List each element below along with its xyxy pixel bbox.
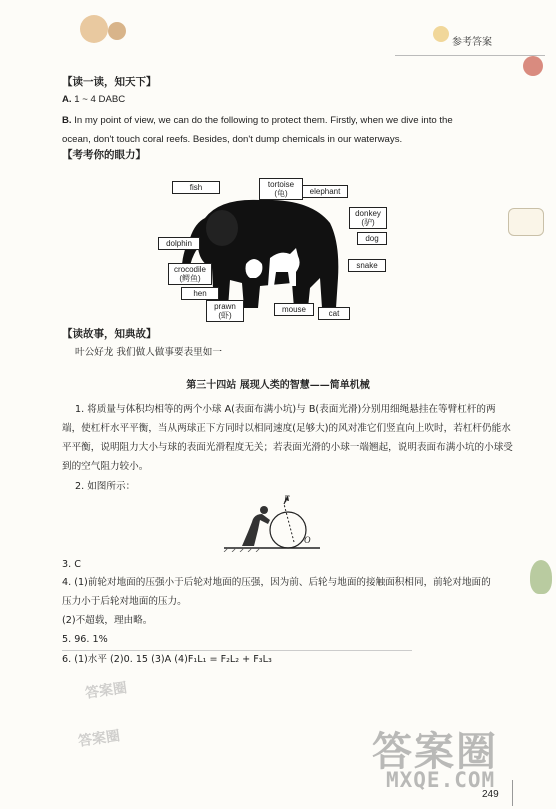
- label-tortoise: [259, 178, 303, 200]
- decoration-fruit-right: [523, 56, 543, 76]
- label-dog: dog: [357, 232, 387, 245]
- q1-line3: 平平衡，说明阻力大小与球的表面光滑程度无关；若表面光滑的小球一端翘起，说明表面布满小坑的小球受: [62, 442, 513, 453]
- fig-label-o: O: [304, 535, 311, 545]
- watermark-big: 答案圈: [372, 729, 498, 775]
- q4-line3: (2)不超载，理由略。: [62, 615, 153, 626]
- watermark-small-1: 答案圈: [84, 680, 129, 702]
- q2: 2. 如图所示：: [75, 481, 136, 492]
- section-title-story: 【读故事，知典故】: [62, 328, 157, 340]
- label-crocodile: [168, 263, 212, 285]
- chapter-title: 第三十四站 展现人类的智慧——简单机械: [186, 380, 370, 391]
- q4-line1: 4. (1)前轮对地面的压强小于后轮对地面的压强，因为前、后轮与地面的接触面积相同，前轮对地面的: [62, 577, 491, 588]
- label-donkey-en: donkey: [355, 209, 381, 218]
- elephant-ear: [206, 210, 238, 246]
- q5: 5. 96. 1%: [62, 634, 108, 645]
- answer-b-text-1: In my point of view, we can do the following to protect them. Firstly, when we dive into the: [74, 115, 453, 126]
- q1-line1: 1. 将质量与体积均相等的两个小球 A(表面布满小坑)与 B(表面光滑)分别用细绳悬挂在等臂杠杆的两: [75, 404, 496, 415]
- q1-line2: 端，使杠杆水平平衡，当从两球正下方同时以相同速度(足够大)的风对准它们竖直向上吹时，若杠杆仍能水: [62, 423, 511, 434]
- answer-a: [62, 90, 125, 110]
- label-prawn-cn: (虾): [218, 311, 232, 320]
- decoration-tag-right: [508, 208, 544, 236]
- page-edge-line: [512, 780, 513, 806]
- label-dolphin: dolphin: [158, 237, 200, 250]
- label-prawn-en: prawn: [214, 302, 236, 311]
- decoration-circle-right: [433, 26, 449, 42]
- watermark-small-2: 答案圈: [77, 728, 122, 750]
- label-donkey-cn: (驴): [361, 218, 375, 227]
- page-number: 249: [482, 789, 499, 800]
- answer-a-value: 1 ~ 4 DABC: [74, 94, 126, 105]
- label-snake: snake: [348, 259, 386, 272]
- q4-line2: 压力小于后轮对地面的压力。: [62, 596, 187, 607]
- label-donkey: [349, 207, 387, 229]
- decoration-circle-left-2: [108, 22, 126, 40]
- label-hen: hen: [181, 287, 219, 300]
- fig-label-f: F: [284, 494, 290, 504]
- label-crocodile-cn: (鳄鱼): [179, 274, 201, 283]
- answer-a-label: A.: [62, 94, 72, 105]
- header-divider: [395, 55, 545, 56]
- answer-b-label: B.: [62, 115, 72, 126]
- story-answer: 叶公好龙 我们做人做事要表里如一: [75, 347, 222, 358]
- label-fish: fish: [172, 181, 220, 194]
- q1-line4: 到的空气阻力较小。: [62, 461, 149, 472]
- decoration-leaf-right: [530, 560, 552, 594]
- label-cat: cat: [318, 307, 350, 320]
- person-silhouette: [242, 514, 270, 546]
- q3: 3. C: [62, 559, 81, 570]
- watermark-url: MXQE.COM: [386, 768, 496, 792]
- header-title: 参考答案: [452, 37, 492, 48]
- label-tortoise-en: tortoise: [267, 180, 295, 189]
- q6: 6. (1)水平 (2)0. 15 (3)A (4)F₁L₁ = F₂L₂ + F₃L₃: [62, 654, 272, 665]
- answer-b-line2: ocean, don't touch coral reefs. Besides, don't dump chemicals in our waterways.: [62, 134, 403, 145]
- label-mouse: mouse: [274, 303, 314, 316]
- section-title-eye: 【考考你的眼力】: [62, 149, 146, 161]
- label-prawn: [206, 300, 244, 322]
- label-tortoise-cn: (龟): [274, 189, 288, 198]
- section-title-read: 【读一读，知天下】: [62, 76, 157, 88]
- answer-b-line1: [62, 111, 453, 131]
- label-elephant: elephant: [302, 185, 348, 198]
- decoration-circle-left: [80, 15, 108, 43]
- label-crocodile-en: crocodile: [173, 265, 206, 274]
